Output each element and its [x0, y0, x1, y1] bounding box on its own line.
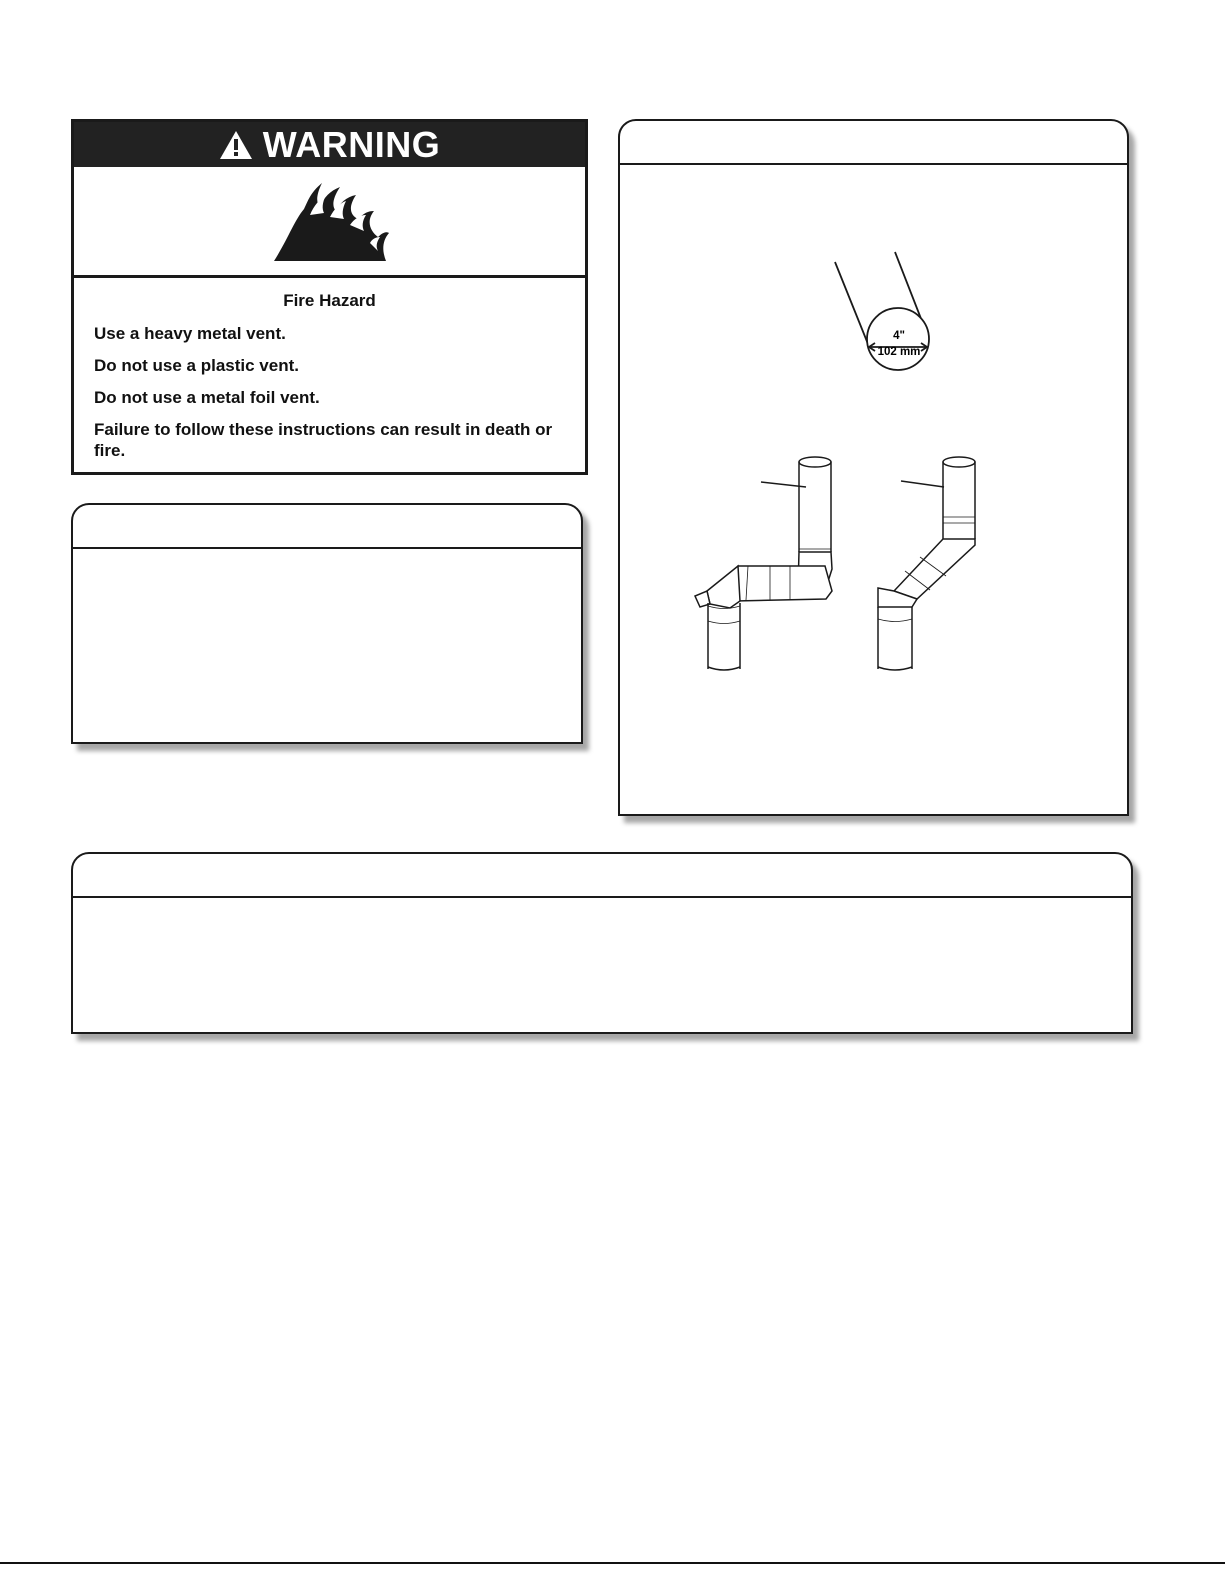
- vent-diagram-panel: [618, 119, 1129, 816]
- info-panel-bottom: [71, 852, 1133, 1034]
- warning-header: [74, 122, 585, 167]
- warning-line: Do not use a metal foil vent.: [94, 388, 320, 407]
- elbow-vent-90-degree: [695, 457, 832, 670]
- warning-line: Use a heavy metal vent.: [94, 324, 286, 343]
- warning-heading: WARNING: [262, 123, 441, 165]
- diameter-imperial-label: 4": [893, 330, 905, 342]
- warning-line: Do not use a plastic vent.: [94, 356, 299, 375]
- warning-triangle-icon: [219, 130, 253, 160]
- diameter-metric-label: 102 mm: [877, 346, 921, 358]
- fire-symbol-area: [74, 167, 585, 278]
- warning-body: [74, 278, 585, 461]
- warning-line: Failure to follow these instructions can result in death or fire.: [94, 420, 553, 460]
- panel-divider: [73, 547, 581, 549]
- warning-box: [71, 119, 588, 475]
- info-panel-left: [71, 503, 583, 744]
- vent-diagram: [620, 121, 1127, 814]
- elbow-vent-45-degree: [878, 457, 975, 670]
- leader-line: [901, 481, 944, 487]
- footer-rule: [0, 1562, 1225, 1564]
- panel-divider: [73, 896, 1131, 898]
- hazard-title: Fire Hazard: [283, 291, 376, 310]
